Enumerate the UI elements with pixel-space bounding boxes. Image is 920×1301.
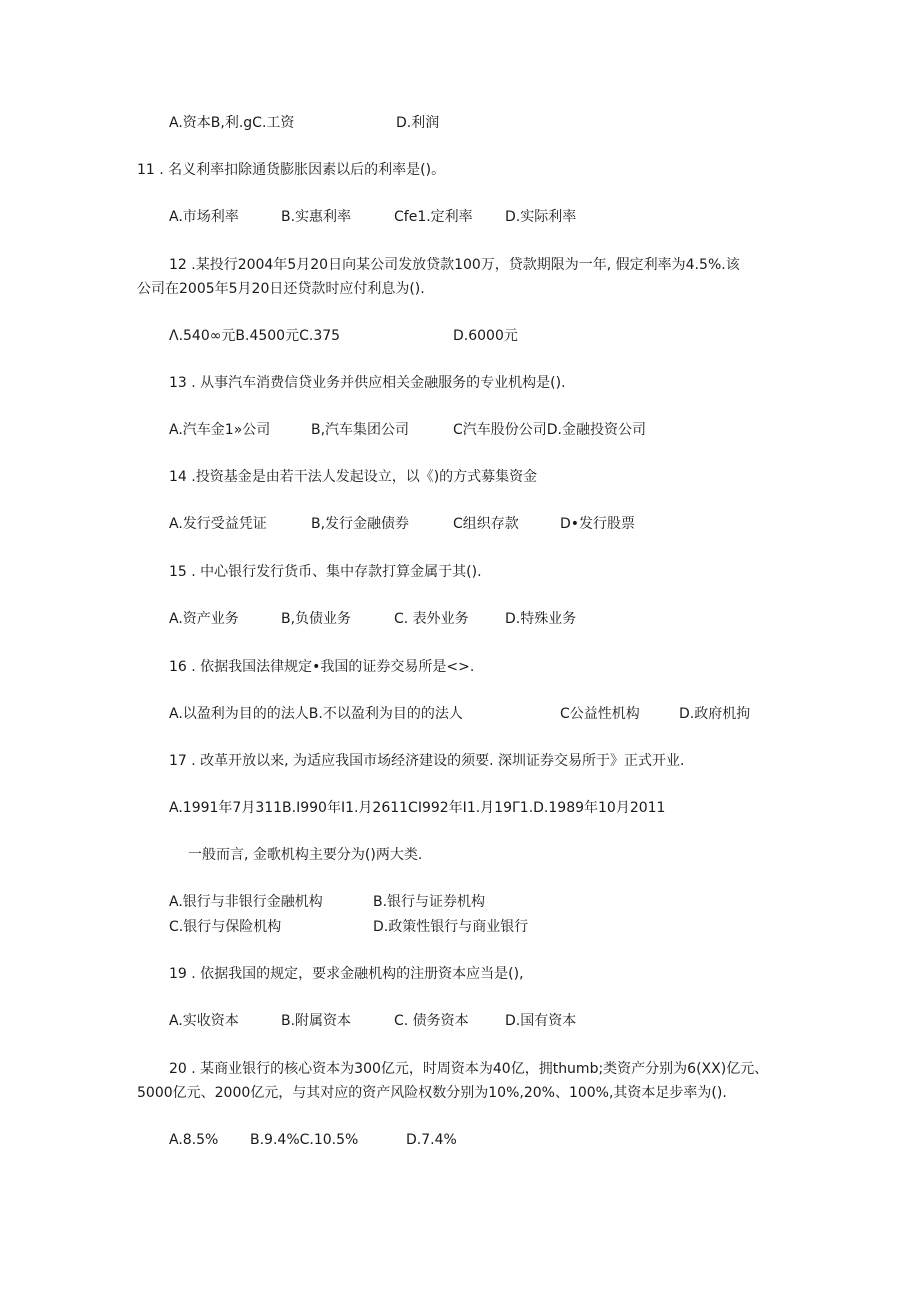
option: C.银行与保险机构 bbox=[169, 919, 282, 935]
question-text: 12 .某投行2004年5月20日向某公司发放贷款100万，贷款期限为一年, 假定利率为4.5%.该 bbox=[169, 257, 740, 273]
question-text: 15 . 中心银行发行货币、集中存款打算金属于其(). bbox=[169, 564, 482, 580]
option: C汽车股份公司D.金融投资公司 bbox=[453, 422, 647, 438]
option: Cfe1.定利率 bbox=[394, 209, 473, 225]
option: A.实收资本 bbox=[169, 1013, 239, 1029]
option: D.6000元 bbox=[453, 328, 518, 344]
option: B.9.4%C.10.5% bbox=[250, 1132, 359, 1148]
option: B,汽车集团公司 bbox=[311, 422, 410, 438]
option: A.以盈利为目的的法人B.不以盈利为目的的法人 bbox=[169, 706, 463, 722]
question-text: 5000亿元、2000亿元，与其对应的资产风险权数分别为10%,20%、100%,其资本足步率为(). bbox=[137, 1085, 727, 1101]
option: A.8.5% bbox=[169, 1132, 219, 1148]
option: B.实惠利率 bbox=[281, 209, 352, 225]
option: B.银行与证券机构 bbox=[373, 894, 486, 910]
option: A.1991年7月311B.I990年I1.月2611CI992年I1.月19Γ1.D.1989年10月2011 bbox=[169, 800, 666, 816]
option: B,负债业务 bbox=[281, 611, 352, 627]
option: D.利润 bbox=[396, 115, 440, 131]
question-text: 17 . 改革开放以来, 为适应我国市场经济建设的须要. 深圳证券交易所于》正式开业. bbox=[169, 753, 685, 769]
option: D.国有资本 bbox=[505, 1013, 577, 1029]
option: D.7.4% bbox=[406, 1132, 457, 1148]
question-text: 公司在2005年5月20日还贷款时应付利息为(). bbox=[137, 281, 425, 297]
question-text: 14 .投资基金是由若干法人发起设立，以《)的方式募集资金 bbox=[169, 469, 538, 485]
option: A.汽车金1»公司 bbox=[169, 422, 271, 438]
option: D.特殊业务 bbox=[505, 611, 577, 627]
option: A.市场利率 bbox=[169, 209, 239, 225]
question-text: 11 . 名义利率扣除通货膨胀因素以后的利率是()。 bbox=[137, 162, 446, 178]
option: A.资产业务 bbox=[169, 611, 239, 627]
option: C组织存款 bbox=[453, 516, 519, 532]
question-text: 20 . 某商业银行的核心资本为300亿元，时周资本为40亿，拥thumb;类资产分别为6(XX)亿元、 bbox=[169, 1061, 769, 1077]
option: C公益性机构 bbox=[560, 706, 640, 722]
option: B.附属资本 bbox=[281, 1013, 352, 1029]
question-text: 19 . 依据我国的规定，要求金融机构的注册资本应当是(), bbox=[169, 966, 524, 982]
option: D.政策性银行与商业银行 bbox=[373, 919, 529, 935]
question-text: 16 . 依据我国法律规定•我国的证券交易所是<>. bbox=[169, 659, 475, 675]
option: D.实际利率 bbox=[505, 209, 577, 225]
option: A.发行受益凭证 bbox=[169, 516, 267, 532]
option: A.银行与非银行金融机构 bbox=[169, 894, 323, 910]
option: C. 债务资本 bbox=[394, 1013, 469, 1029]
question-text: 一般而言, 金歌机构主要分为()两大类. bbox=[188, 847, 423, 863]
option: Λ.540∞元B.4500元C.375 bbox=[169, 328, 341, 344]
option: D.政府机拘 bbox=[679, 706, 751, 722]
option: A.资本B,利.gC.工资 bbox=[169, 115, 295, 131]
option: D•发行股票 bbox=[560, 516, 636, 532]
option: B,发行金融债券 bbox=[311, 516, 410, 532]
question-text: 13 . 从事汽车消费信贷业务并供应相关金融服务的专业机构是(). bbox=[169, 375, 566, 391]
option: C. 表外业务 bbox=[394, 611, 469, 627]
